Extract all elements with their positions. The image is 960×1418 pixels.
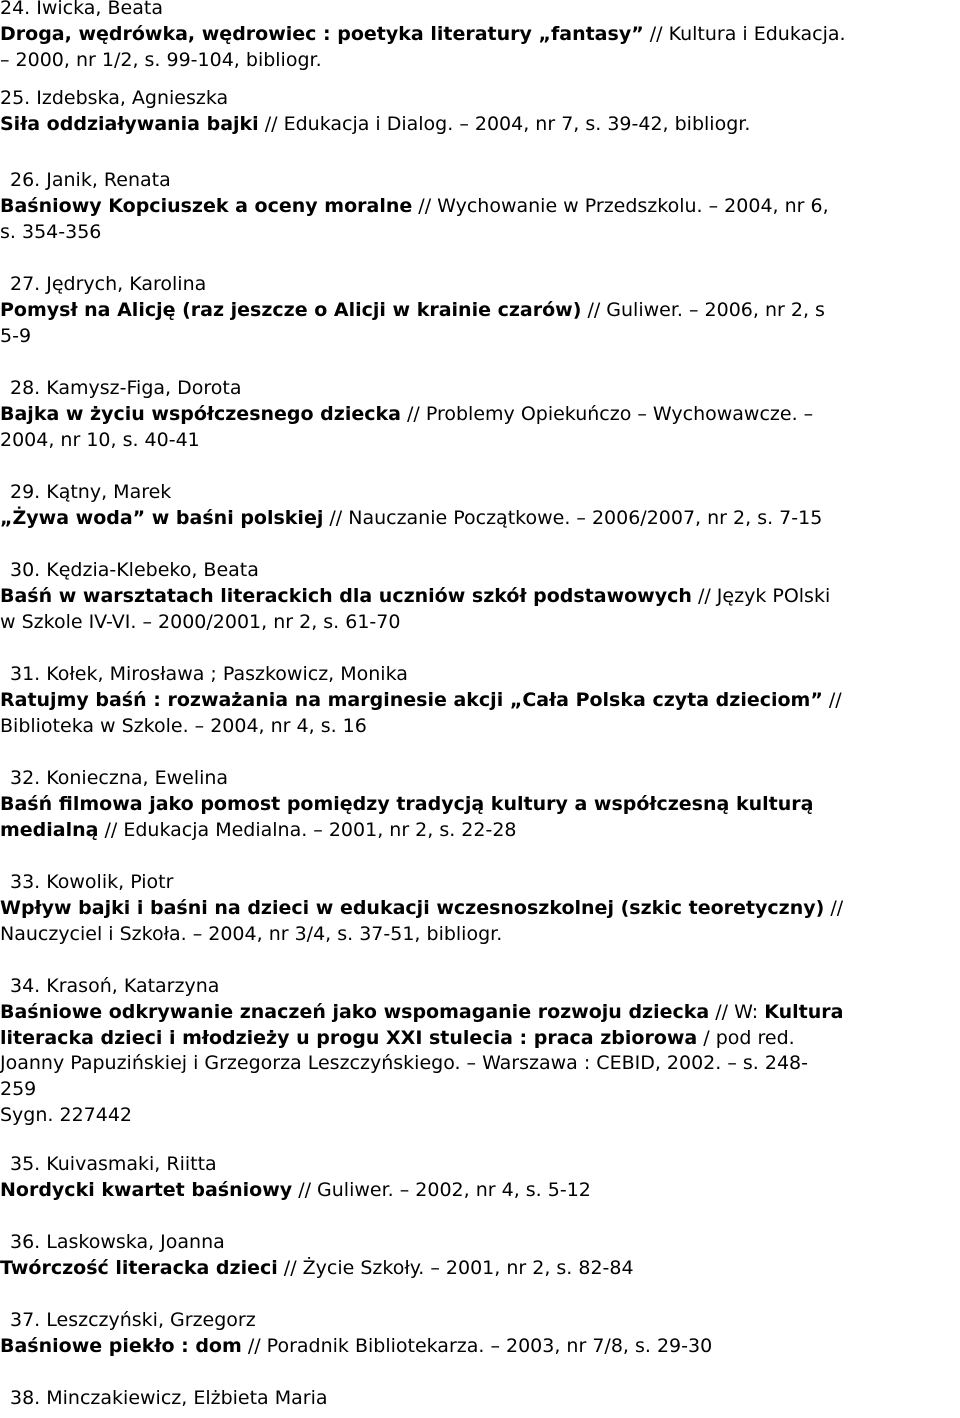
entry-text: s. 354-356 [0, 220, 102, 243]
entry-text: 29. Kątny, Marek [10, 481, 172, 503]
entry-citation-line [0, 1256, 958, 1282]
entry-text: w Szkole IV-VI. – 2000/2001, nr 2, s. 61-70 [0, 610, 401, 633]
entry-citation-line [0, 220, 958, 246]
entry-text: // Edukacja i Dialog. – 2004, nr 7, s. 39-42, bibliogr. [258, 112, 751, 135]
entry-citation-line [0, 1077, 958, 1103]
entry-title: Droga, wędrówka, wędrowiec : poetyka literatury „fantasy” [0, 22, 644, 45]
entry-citation-line [0, 48, 958, 74]
entry-text: 30. Kędzia-Klebeko, Beata [10, 559, 259, 581]
entry-text: // W: [709, 1000, 765, 1023]
entry-text: Nauczyciel i Szkoła. – 2004, nr 3/4, s. 37-51, bibliogr. [0, 922, 503, 945]
entry-title: Pomysł na Alicję (raz jeszcze o Alicji w krainie czarów) [0, 298, 582, 321]
entry-author-line [0, 168, 958, 194]
entry-author-line [0, 974, 958, 1000]
entry-author-line [0, 1308, 958, 1334]
entry-text: 25. Izdebska, Agnieszka [0, 87, 229, 109]
entry-text: // Wychowanie w Przedszkolu. – 2004, nr 6, [412, 194, 829, 217]
entry-citation-line [0, 1026, 958, 1052]
entry-citation-line [0, 1334, 958, 1360]
entry-title: Siła oddziaływania bajki [0, 112, 259, 135]
entry-text: // Poradnik Bibliotekarza. – 2003, nr 7/8, s. 29-30 [241, 1334, 713, 1357]
entry-author-line [0, 0, 958, 22]
entry-citation-line [0, 1051, 958, 1077]
entry-citation-line [0, 792, 958, 818]
entry-citation-line [0, 506, 958, 532]
entry-citation-line [0, 584, 958, 610]
entry-text: 34. Krasoń, Katarzyna [10, 975, 220, 997]
bibliography-entry [0, 168, 958, 245]
entry-text: 28. Kamysz-Figa, Dorota [10, 377, 242, 399]
entry-title: Baśń filmowa jako pomost pomiędzy tradycją kultury a współczesną kulturą [0, 792, 814, 815]
entry-text: 31. Kołek, Mirosława ; Paszkowicz, Monika [10, 663, 408, 685]
entry-text: // [822, 688, 842, 711]
entry-text: // [824, 896, 844, 919]
entry-text: Biblioteka w Szkole. – 2004, nr 4, s. 16 [0, 714, 367, 737]
entry-title: Baśniowy Kopciuszek a oceny moralne [0, 194, 413, 217]
entry-citation-line [0, 896, 958, 922]
bibliography-entry [0, 1152, 958, 1204]
entry-citation-line [0, 428, 958, 454]
entry-citation-line [0, 1178, 958, 1204]
bibliography-entry [0, 558, 958, 635]
entry-text: 5-9 [0, 324, 32, 347]
entry-text: // Język POlski [691, 584, 831, 607]
entry-citation-line [0, 1103, 958, 1129]
entry-title: Nordycki kwartet baśniowy [0, 1178, 293, 1201]
entry-title: Baśniowe piekło : dom [0, 1334, 242, 1357]
entry-text: 35. Kuivasmaki, Riitta [10, 1153, 217, 1175]
bibliography-entry [0, 974, 958, 1129]
entry-text: // Guliwer. – 2006, nr 2, s [581, 298, 825, 321]
entry-text: // Edukacja Medialna. – 2001, nr 2, s. 22-28 [98, 818, 517, 841]
entry-text: / pod red. [697, 1026, 795, 1049]
entry-citation-line [0, 324, 958, 350]
entry-title: Wpływ bajki i baśni na dzieci w edukacji wczesnoszkolnej (szkic teoretyczny) [0, 896, 825, 919]
entry-text: 2004, nr 10, s. 40-41 [0, 428, 200, 451]
entry-text: 26. Janik, Renata [10, 169, 171, 191]
bibliography-entry [0, 480, 958, 532]
bibliography-entry [0, 870, 958, 947]
entry-text: 37. Leszczyński, Grzegorz [10, 1309, 256, 1331]
entry-author-line [0, 662, 958, 688]
entry-title: Baśniowe odkrywanie znaczeń jako wspomaganie rozwoju dziecka [0, 1000, 710, 1023]
entry-author-line [0, 1386, 958, 1412]
entry-title: medialną [0, 818, 99, 841]
entry-text: 32. Konieczna, Ewelina [10, 767, 229, 789]
entry-text: 259 [0, 1078, 37, 1101]
entry-title: Bajka w życiu współczesnego dziecka [0, 402, 401, 425]
entry-author-line [0, 1230, 958, 1256]
entry-title: Baśń w warsztatach literackich dla uczniów szkół podstawowych [0, 584, 692, 607]
entry-author-line [0, 376, 958, 402]
entry-citation-line [0, 610, 958, 636]
entry-title: Twórczość literacka dzieci [0, 1256, 278, 1279]
entry-author-line [0, 766, 958, 792]
bibliography-entry [0, 376, 958, 453]
entry-author-line [0, 480, 958, 506]
entry-text: Sygn. 227442 [0, 1103, 133, 1126]
entry-title: literacka dzieci i młodzieży u progu XXI stulecia : praca zbiorowa [0, 1026, 698, 1049]
entry-title: Ratujmy baśń : rozważania na marginesie akcji „Cała Polska czyta dzieciom” [0, 688, 823, 711]
entry-author-line [0, 1152, 958, 1178]
entry-text: 24. Iwicka, Beata [0, 0, 163, 19]
entry-citation-line [0, 22, 958, 48]
entry-text: // Guliwer. – 2002, nr 4, s. 5-12 [292, 1178, 591, 1201]
entry-citation-line [0, 714, 958, 740]
entry-citation-line [0, 298, 958, 324]
entry-text: // Życie Szkoły. – 2001, nr 2, s. 82-84 [277, 1256, 634, 1279]
entry-text: Joanny Papuzińskiej i Grzegorza Leszczyńskiego. – Warszawa : CEBID, 2002. – s. 248- [0, 1052, 808, 1075]
bibliography-entry [0, 0, 958, 73]
entry-author-line [0, 272, 958, 298]
entry-title: „Żywa woda” w baśni polskiej [0, 506, 324, 529]
entry-text: 38. Minczakiewicz, Elżbieta Maria [10, 1387, 328, 1409]
bibliography-entry [0, 766, 958, 843]
entry-title: Kultura [764, 1000, 844, 1023]
bibliography-entry [0, 86, 958, 138]
bibliography-entry [0, 662, 958, 739]
bibliography-entry [0, 1230, 958, 1282]
entry-citation-line [0, 688, 958, 714]
entry-text: 33. Kowolik, Piotr [10, 871, 174, 893]
entry-text: 36. Laskowska, Joanna [10, 1231, 225, 1253]
entry-citation-line [0, 818, 958, 844]
entry-author-line [0, 86, 958, 112]
entry-citation-line [0, 922, 958, 948]
entry-citation-line [0, 1000, 958, 1026]
entry-citation-line [0, 112, 958, 138]
bibliography-entry [0, 1308, 958, 1360]
entry-citation-line [0, 402, 958, 428]
entry-citation-line [0, 194, 958, 220]
entry-text: // Nauczanie Początkowe. – 2006/2007, nr 2, s. 7-15 [323, 506, 823, 529]
entry-author-line [0, 870, 958, 896]
entry-author-line [0, 558, 958, 584]
entry-text: – 2000, nr 1/2, s. 99-104, bibliogr. [0, 48, 322, 71]
entry-text: // Problemy Opiekuńczo – Wychowawcze. – [400, 402, 814, 425]
entry-text: // Kultura i Edukacja. [643, 22, 846, 45]
bibliography-entry [0, 272, 958, 349]
bibliography-entry [0, 1386, 958, 1412]
entry-text: 27. Jędrych, Karolina [10, 273, 207, 295]
